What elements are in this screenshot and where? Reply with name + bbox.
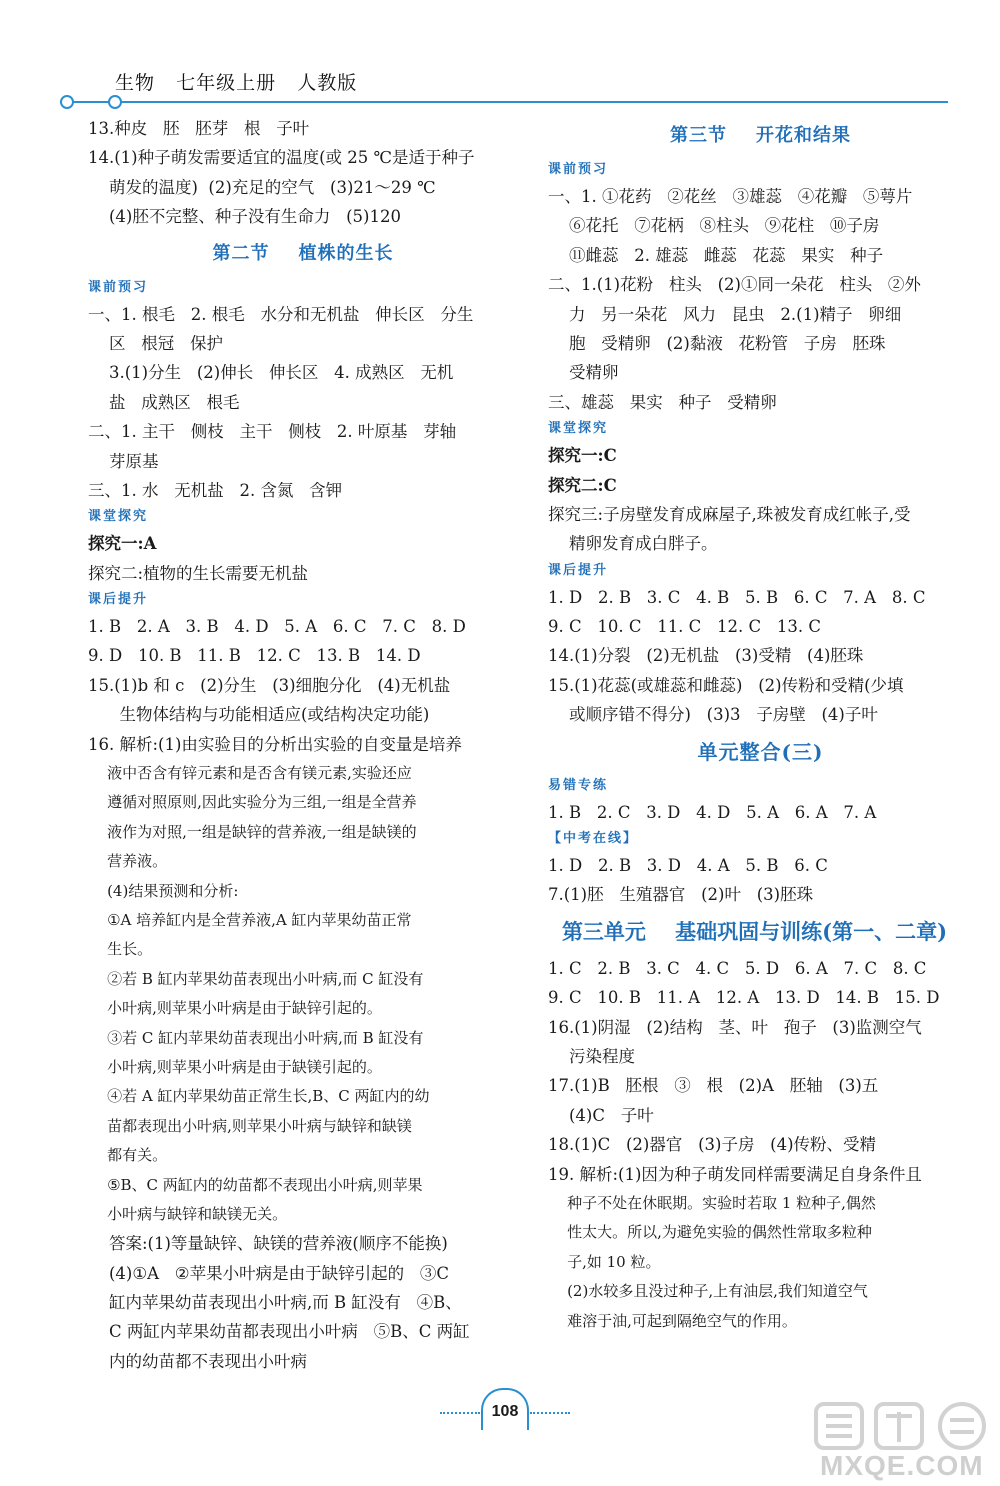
section-title: 第二节 植株的生长 xyxy=(212,242,394,264)
text-line: 难溶于油,可起到隔绝空气的作用。 xyxy=(548,1311,797,1330)
text-line: (2)水较多且没过种子,上有油层,我们知道空气 xyxy=(548,1282,868,1301)
text-line: 生物体结构与功能相适应(或结构决定功能) xyxy=(88,705,430,725)
header-dot-icon xyxy=(60,95,74,109)
text-line: 探究一:C xyxy=(548,446,617,466)
text-line: 15.(1)b 和 c (2)分生 (3)细胞分化 (4)无机盐 xyxy=(88,675,451,695)
text-line: 19. 解析:(1)因为种子萌发同样需要满足自身条件且 xyxy=(548,1164,922,1184)
text-line: 1. C 2. B 3. C 4. C 5. D 6. A 7. C 8. C xyxy=(548,958,927,978)
text-line: 种子不处在休眠期。实验时若取 1 粒种子,偶然 xyxy=(548,1193,876,1212)
text-line: 精卵发育成白胖子。 xyxy=(548,534,718,554)
text-line: 小叶病,则苹果小叶病是由于缺锌引起的。 xyxy=(88,999,382,1018)
text-line: 1. D 2. B 3. D 4. A 5. B 6. C xyxy=(548,856,828,876)
text-line: 子,如 10 粒。 xyxy=(548,1252,661,1271)
page-number: 108 xyxy=(481,1388,529,1430)
text-line: 苗都表现出小叶病,则苹果小叶病与缺锌和缺镁 xyxy=(88,1116,412,1135)
section-tag: 课堂探究 xyxy=(88,509,149,525)
section-title: 单元整合(三) xyxy=(697,739,824,764)
text-line: 13.种皮 胚 胚芽 根 子叶 xyxy=(88,119,310,138)
text-line: 区 根冠 保护 xyxy=(88,333,223,353)
watermark-text: MXQE.COM xyxy=(820,1450,984,1481)
footer-dots-left xyxy=(440,1412,480,1414)
text-line: 14.(1)分裂 (2)无机盐 (3)受精 (4)胚珠 xyxy=(548,646,864,666)
header-rule xyxy=(68,101,948,103)
text-line: 遵循对照原则,因此实验分为三组,一组是全营养 xyxy=(88,793,417,812)
text-line: (4)结果预测和分析: xyxy=(88,881,239,900)
text-line: 1. B 2. C 3. D 4. D 5. A 6. A 7. A xyxy=(548,802,877,822)
text-line: 盐 成熟区 根毛 xyxy=(88,392,240,412)
header-dot-icon xyxy=(108,95,122,109)
page-header xyxy=(60,68,960,116)
text-line: 污染程度 xyxy=(548,1046,635,1066)
section-tag: 课后提升 xyxy=(88,592,149,608)
left-column xyxy=(88,114,518,1376)
text-line: 芽原基 xyxy=(88,451,159,471)
text-line: 萌发的温度) (2)充足的空气 (3)21～29 ℃ xyxy=(88,177,436,197)
text-line: 或顺序错不得分) (3)3 子房壁 (4)子叶 xyxy=(548,705,878,725)
text-line: 15.(1)花蕊(或雄蕊和雌蕊) (2)传粉和受精(少填 xyxy=(548,675,904,695)
text-line: 答案:(1)等量缺锌、缺镁的营养液(顺序不能换) xyxy=(88,1234,448,1254)
text-line: 受精卵 xyxy=(548,363,619,383)
text-line: 都有关。 xyxy=(88,1146,168,1165)
section-tag: 课前预习 xyxy=(548,162,609,177)
text-line: (4)C 子叶 xyxy=(548,1105,654,1125)
text-line: 小叶病与缺锌和缺镁无关。 xyxy=(88,1204,288,1223)
section-tag: 易错专练 xyxy=(548,777,609,793)
text-line: 16. 解析:(1)由实验目的分析出实验的自变量是培养 xyxy=(88,734,462,754)
section-title: 第三节 开花和结果 xyxy=(669,125,852,146)
text-line: 探究一:A xyxy=(88,534,157,554)
text-line: ①A 培养缸内是全营养液,A 缸内苹果幼苗正常 xyxy=(88,910,412,929)
text-line: 营养液。 xyxy=(88,852,168,871)
text-line: 三、雄蕊 果实 种子 受精卵 xyxy=(548,392,777,412)
right-column xyxy=(548,114,973,1336)
text-line: ③若 C 缸内苹果幼苗表现出小叶病,而 B 缸没有 xyxy=(88,1028,424,1047)
text-line: (4)胚不完整、种子没有生命力 (5)120 xyxy=(88,207,401,227)
watermark-logo-icon xyxy=(812,1398,990,1454)
text-line: 14.(1)种子萌发需要适宜的温度(或 25 ℃是适于种子 xyxy=(88,148,475,168)
text-line: 液中否含有锌元素和是否含有镁元素,实验还应 xyxy=(88,764,412,783)
section-tag: 课堂探究 xyxy=(548,421,609,437)
text-line: (4)①A ②苹果小叶病是由于缺锌引起的 ③C xyxy=(88,1263,449,1283)
text-line: 16.(1)阴湿 (2)结构 茎、叶 孢子 (3)监测空气 xyxy=(548,1017,922,1037)
text-line: 9. D 10. B 11. B 12. C 13. B 14. D xyxy=(88,646,421,666)
section-tag: 课后提升 xyxy=(548,562,609,578)
text-line: ⑥花托 ⑦花柄 ⑧柱头 ⑨花柱 ⑩子房 xyxy=(548,216,880,236)
text-line: 1. B 2. A 3. B 4. D 5. A 6. C 7. C 8. D xyxy=(88,617,466,637)
section-tag: 课前预习 xyxy=(88,279,149,295)
text-line: 生长。 xyxy=(88,940,153,959)
unit-title: 第三单元 基础巩固与训练(第一、二章) xyxy=(561,918,948,944)
footer-dots-right xyxy=(530,1412,570,1414)
text-line: 探究二:C xyxy=(548,475,617,495)
page-footer xyxy=(440,1388,570,1428)
text-line: 17.(1)B 胚根 ③ 根 (2)A 胚轴 (3)五 xyxy=(548,1076,879,1096)
text-line: 缸内苹果幼苗表现出小叶病,而 B 缸没有 ④B、 xyxy=(88,1293,462,1313)
text-line: 探究二:植物的生长需要无机盐 xyxy=(88,563,309,583)
text-line: ⑪雌蕊 2. 雄蕊 雌蕊 花蕊 果实 种子 xyxy=(548,245,884,265)
text-line: C 两缸内苹果幼苗都表现出小叶病 ⑤B、C 两缸 xyxy=(88,1322,470,1342)
text-line: 9. C 10. B 11. A 12. A 13. D 14. B 15. D xyxy=(548,988,940,1008)
text-line: 一、1. 根毛 2. 根毛 水分和无机盐 伸长区 分生 xyxy=(88,304,474,324)
text-line: 7.(1)胚 生殖器官 (2)叶 (3)胚珠 xyxy=(548,885,814,905)
text-line: 力 另一朵花 风力 昆虫 2.(1)精子 卵细 xyxy=(548,304,902,324)
text-line: ④若 A 缸内苹果幼苗正常生长,B、C 两缸内的幼 xyxy=(88,1087,430,1106)
text-line: 液作为对照,一组是缺锌的营养液,一组是缺镁的 xyxy=(88,822,417,841)
text-line: 探究三:子房壁发育成麻屋子,珠被发育成红帐子,受 xyxy=(548,504,911,524)
text-line: 胞 受精卵 (2)黏液 花粉管 子房 胚珠 xyxy=(548,333,886,353)
text-line: 性太大。所以,为避免实验的偶然性常取多粒种 xyxy=(548,1223,872,1242)
text-line: 内的幼苗都不表现出小叶病 xyxy=(88,1351,307,1371)
text-line: 3.(1)分生 (2)伸长 伸长区 4. 成熟区 无机 xyxy=(88,363,454,383)
text-line: 二、1. 主干 侧枝 主干 侧枝 2. 叶原基 芽轴 xyxy=(88,422,457,442)
text-line: 二、1.(1)花粉 柱头 (2)①同一朵花 柱头 ②外 xyxy=(548,275,921,295)
text-line: ⑤B、C 两缸内的幼苗都不表现出小叶病,则苹果 xyxy=(88,1175,423,1194)
text-line: 一、1. ①花药 ②花丝 ③雄蕊 ④花瓣 ⑤萼片 xyxy=(548,187,913,206)
text-line: 小叶病,则苹果小叶病是由于缺镁引起的。 xyxy=(88,1057,382,1076)
text-line: 1. D 2. B 3. C 4. B 5. B 6. C 7. A 8. C xyxy=(548,587,926,607)
text-line: ②若 B 缸内苹果幼苗表现出小叶病,而 C 缸没有 xyxy=(88,969,424,988)
header-title: 生物 七年级上册 人教版 xyxy=(115,72,358,94)
watermark xyxy=(812,1398,990,1482)
section-tag: 【中考在线】 xyxy=(548,831,639,847)
text-line: 9. C 10. C 11. C 12. C 13. C xyxy=(548,617,821,637)
text-line: 三、1. 水 无机盐 2. 含氮 含钾 xyxy=(88,480,343,500)
text-line: 18.(1)C (2)器官 (3)子房 (4)传粉、受精 xyxy=(548,1135,877,1155)
